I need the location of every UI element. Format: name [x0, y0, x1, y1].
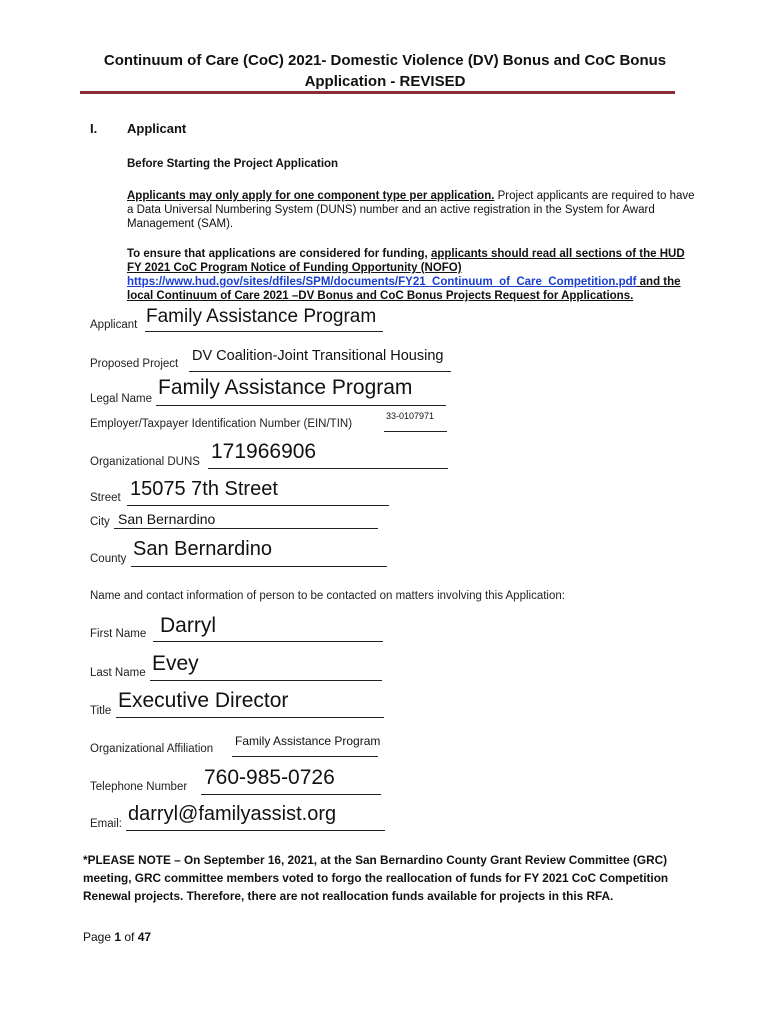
- section-subtitle: Before Starting the Project Application: [127, 158, 339, 170]
- ein-field[interactable]: 33-0107971: [386, 411, 435, 421]
- current-page: 1: [114, 930, 122, 944]
- street-label: Street: [90, 492, 121, 504]
- page-of: of: [121, 930, 138, 944]
- section-title: Applicant: [127, 121, 187, 136]
- telephone-field[interactable]: 760-985-0726: [204, 766, 335, 789]
- last-name-field[interactable]: Evey: [152, 652, 199, 675]
- title-field[interactable]: Executive Director: [118, 689, 289, 712]
- contact-intro: Name and contact information of person to be contacted on matters involving this Application:: [90, 590, 565, 602]
- first-name-underline: [153, 641, 383, 642]
- ein-label: Employer/Taxpayer Identification Number (EIN/TIN): [90, 418, 353, 430]
- city-field[interactable]: San Bernardino: [118, 511, 216, 527]
- first-name-field[interactable]: Darryl: [160, 614, 216, 637]
- duns-underline: [208, 468, 448, 469]
- affiliation-underline: [232, 756, 378, 757]
- city-underline: [114, 528, 378, 529]
- email-underline: [126, 830, 385, 831]
- instructions-paragraph-1: [127, 189, 697, 231]
- document-title: [60, 50, 710, 92]
- nofo-link[interactable]: https://www.hud.gov/sites/dfiles/SPM/documents/FY21_Continuum_of_Care_Competition.pdf: [127, 276, 637, 288]
- component-rule: Applicants may only apply for one component type per application.: [127, 190, 495, 202]
- county-underline: [131, 566, 387, 567]
- street-field[interactable]: 15075 7th Street: [130, 478, 278, 500]
- nofo-instruction: applicants should read all sections of the HUD FY 2021 CoC Program Notice of Funding Opportunity (NOFO): [127, 248, 685, 274]
- affiliation-label: Organizational Affiliation: [90, 743, 214, 755]
- applicant-underline: [145, 331, 383, 332]
- title-line-1: Continuum of Care (CoC) 2021- Domestic Violence (DV) Bonus and CoC Bonus: [103, 52, 667, 69]
- applicant-label: Applicant: [90, 319, 138, 331]
- duns-label: Organizational DUNS: [90, 456, 200, 468]
- title-divider: [80, 91, 675, 94]
- county-field[interactable]: San Bernardino: [133, 538, 272, 560]
- ein-underline: [384, 431, 447, 432]
- last-name-underline: [150, 680, 382, 681]
- telephone-label: Telephone Number: [90, 781, 188, 793]
- last-name-label: Last Name: [90, 667, 146, 679]
- section-number: I.: [90, 121, 98, 136]
- county-label: County: [90, 553, 127, 565]
- title-label: Title: [90, 705, 112, 717]
- legal-name-label: Legal Name: [90, 393, 153, 405]
- duns-requirement: Project applicants are required to have a Data Universal Numbering System (DUNS) number and an active registration in the System for Award Management (SAM).: [127, 190, 695, 230]
- title-line-2: Application - REVISED: [304, 73, 466, 90]
- total-pages: 47: [137, 930, 152, 944]
- local-rfa-reference: and the local Continuum of Care 2021 –DV Bonus and CoC Bonus Projects Request for Applications.: [127, 276, 681, 302]
- email-field[interactable]: darryl@familyassist.org: [128, 803, 337, 825]
- telephone-underline: [201, 794, 381, 795]
- funding-consideration: To ensure that applications are considered for funding,: [127, 248, 431, 260]
- city-label: City: [90, 516, 110, 528]
- affiliation-field[interactable]: Family Assistance Program: [235, 734, 381, 748]
- page-number: [83, 930, 151, 944]
- duns-field[interactable]: 171966906: [211, 440, 317, 463]
- legal-name-field[interactable]: Family Assistance Program: [158, 376, 413, 399]
- reallocation-note: *PLEASE NOTE – On September 16, 2021, at the San Bernardino County Grant Review Committee (GRC) meeting, GRC committee members voted to forgo the reallocation of funds for FY 2021 CoC Competition Renewal projects. Therefore, there are not reallocation funds available for projects in this RFA.: [83, 853, 669, 903]
- proposed-project-field[interactable]: DV Coalition-Joint Transitional Housing: [192, 348, 444, 364]
- page-prefix: Page: [83, 930, 115, 944]
- legal-name-underline: [156, 405, 446, 406]
- instructions-paragraph-2: [127, 247, 697, 303]
- email-label: Email:: [90, 818, 122, 830]
- first-name-label: First Name: [90, 628, 147, 640]
- proposed-project-label: Proposed Project: [90, 358, 179, 370]
- proposed-project-underline: [189, 371, 451, 372]
- title-underline: [116, 717, 384, 718]
- street-underline: [127, 505, 389, 506]
- applicant-field[interactable]: Family Assistance Program: [146, 306, 377, 327]
